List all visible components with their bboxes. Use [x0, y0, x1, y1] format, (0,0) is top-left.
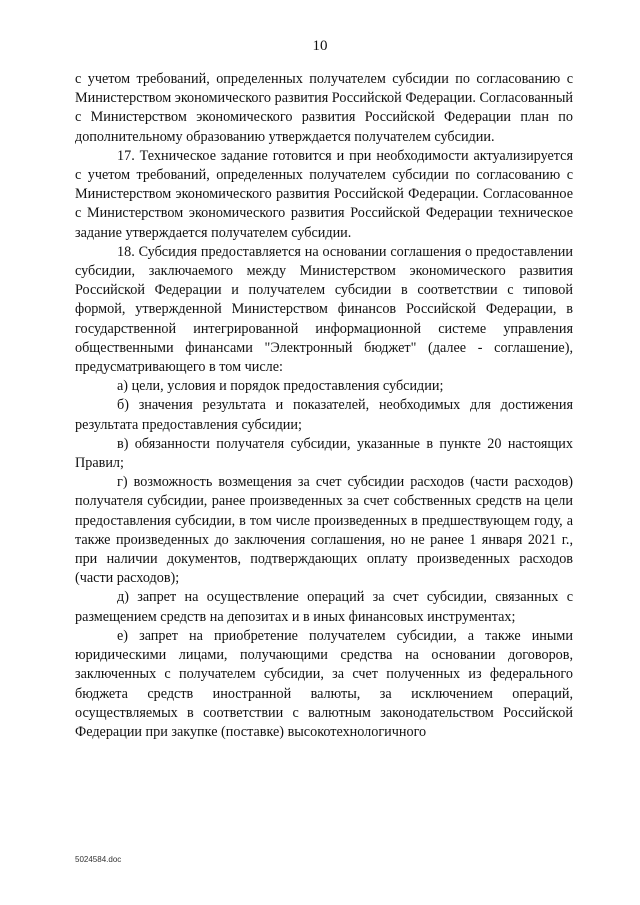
- document-body: [75, 70, 573, 742]
- paragraph-continuation: с учетом требований, определенных получателем субсидии по согласованию с Министерством экономического развития Российской Федерации. Согласованный с Министерством экономического развития Российской Федерации план по дополнительному образованию утверждается получателем субсидии.: [75, 71, 573, 145]
- page-number: 10: [312, 38, 328, 54]
- paragraph-17: 17. Техническое задание готовится и при необходимости актуализируется с учетом требований, определенных получателем субсидии по согласованию с Министерством экономического развития Российской Федерации. Согласованное с Министерством экономического развития Российской Федерации техническое задание утверждается получателем субсидии.: [75, 147, 573, 241]
- list-item-d: д) запрет на осуществление операций за счет субсидии, связанных с размещением средств на депозитах и в иных финансовых инструментах;: [75, 589, 573, 625]
- document-file-code: 5024584.doc: [75, 855, 122, 864]
- list-item-b: б) значения результата и показателей, необходимых для достижения результата предоставления субсидии;: [75, 397, 573, 433]
- list-item-a: а) цели, условия и порядок предоставления субсидии;: [117, 378, 444, 395]
- list-item-g: г) возможность возмещения за счет субсидии расходов (части расходов) получателя субсидии, ранее произведенных за счет собственных средств на цели предоставления субсидии, в том числе произведенных в предшествующем году, а также произведенных до заключения соглашения, но не ранее 1 января 2021 г., при наличии документов, подтверждающих оплату произведенных расходов (части расходов);: [75, 474, 573, 587]
- paragraph-18: 18. Субсидия предоставляется на основании соглашения о предоставлении субсидии, заключаемого между Министерством экономического развития Российской Федерации и получателем субсидии в соответствии с типовой формой, утвержденной Министерством финансов Российской Федерации, в государственной интегрированной информационной системе управления общественными финансами "Электронный бюджет" (далее - соглашение), предусматривающего в том числе:: [75, 243, 573, 376]
- list-item-v: в) обязанности получателя субсидии, указанные в пункте 20 настоящих Правил;: [75, 435, 573, 472]
- list-item-e: е) запрет на приобретение получателем субсидии, а также иными юридическими лицами, получающими средства на основании договоров, заключенных с получателем субсидии, за счет полученных из федерального бюджета средств иностранной валюты, за исключением операций, осуществляемых в соответствии с валютным законодательством Российской Федерации при закупке (поставке) высокотехнологичного: [75, 627, 573, 740]
